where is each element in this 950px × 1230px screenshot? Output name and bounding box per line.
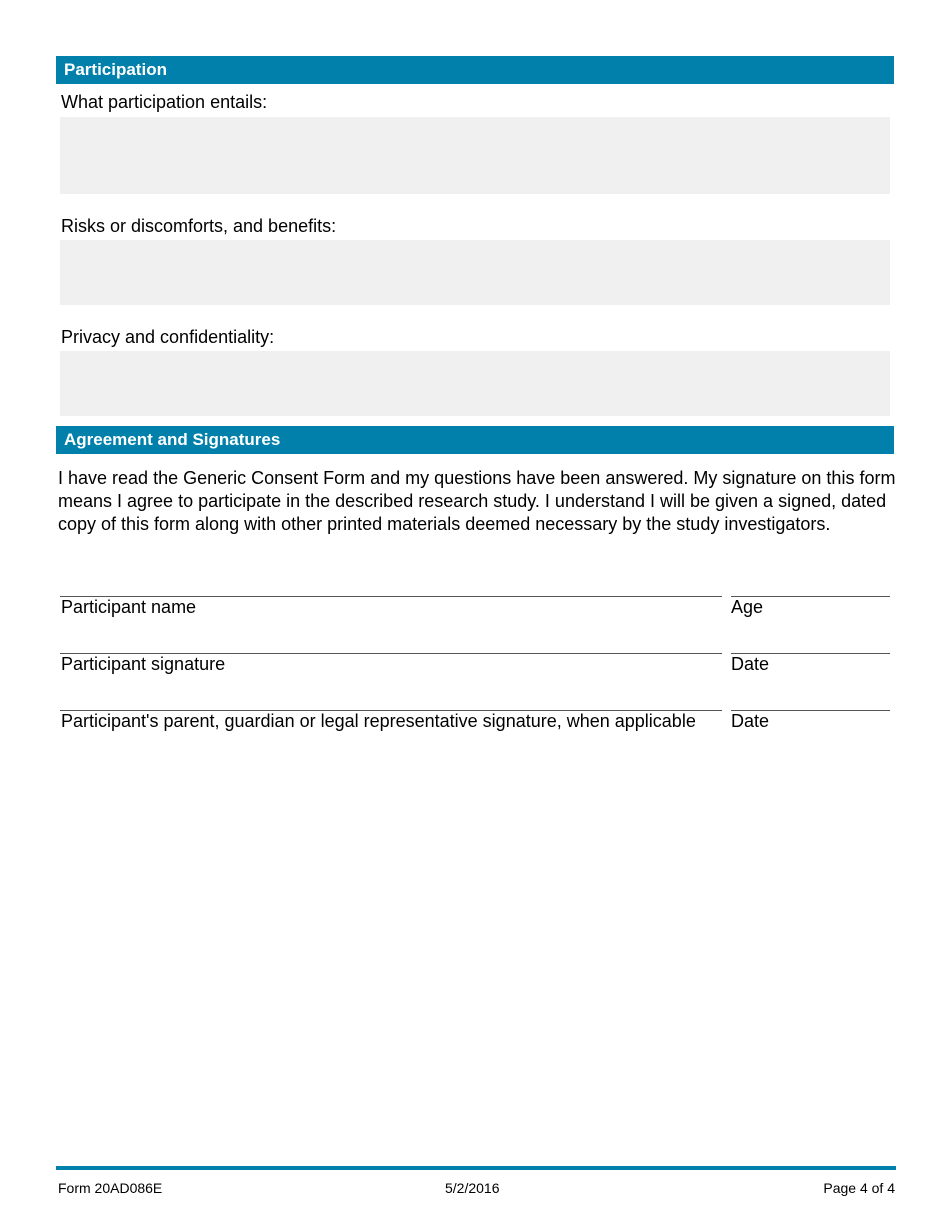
privacy-label: Privacy and confidentiality: [61,327,275,347]
participation-entails-field[interactable] [60,117,890,194]
participation-entails-label: What participation entails: [61,92,268,112]
participant-signature-label: Participant signature [61,654,226,674]
agreement-text: I have read the Generic Consent Form and my questions have been answered. My signature on this form means I agree to participate in the described research study. I understand I will be given a signed, dated copy of this form along with other printed materials deemed necessary by the study investigators. [58,468,896,534]
risks-benefits-field[interactable] [60,240,890,305]
participant-date-label: Date [731,654,770,674]
guardian-date-label: Date [731,711,770,731]
footer-page-number: Page 4 of 4 [823,1180,895,1196]
guardian-signature-label: Participant's parent, guardian or legal representative signature, when applicable [61,711,696,731]
footer-rule [56,1166,896,1170]
footer-form-number: Form 20AD086E [58,1180,163,1196]
privacy-field[interactable] [60,351,890,416]
agreement-header: Agreement and Signatures [56,426,894,454]
footer-date: 5/2/2016 [445,1180,500,1196]
participant-name-label: Participant name [61,597,197,617]
age-label: Age [731,597,764,617]
participation-header: Participation [56,56,894,84]
risks-benefits-label: Risks or discomforts, and benefits: [61,216,337,236]
